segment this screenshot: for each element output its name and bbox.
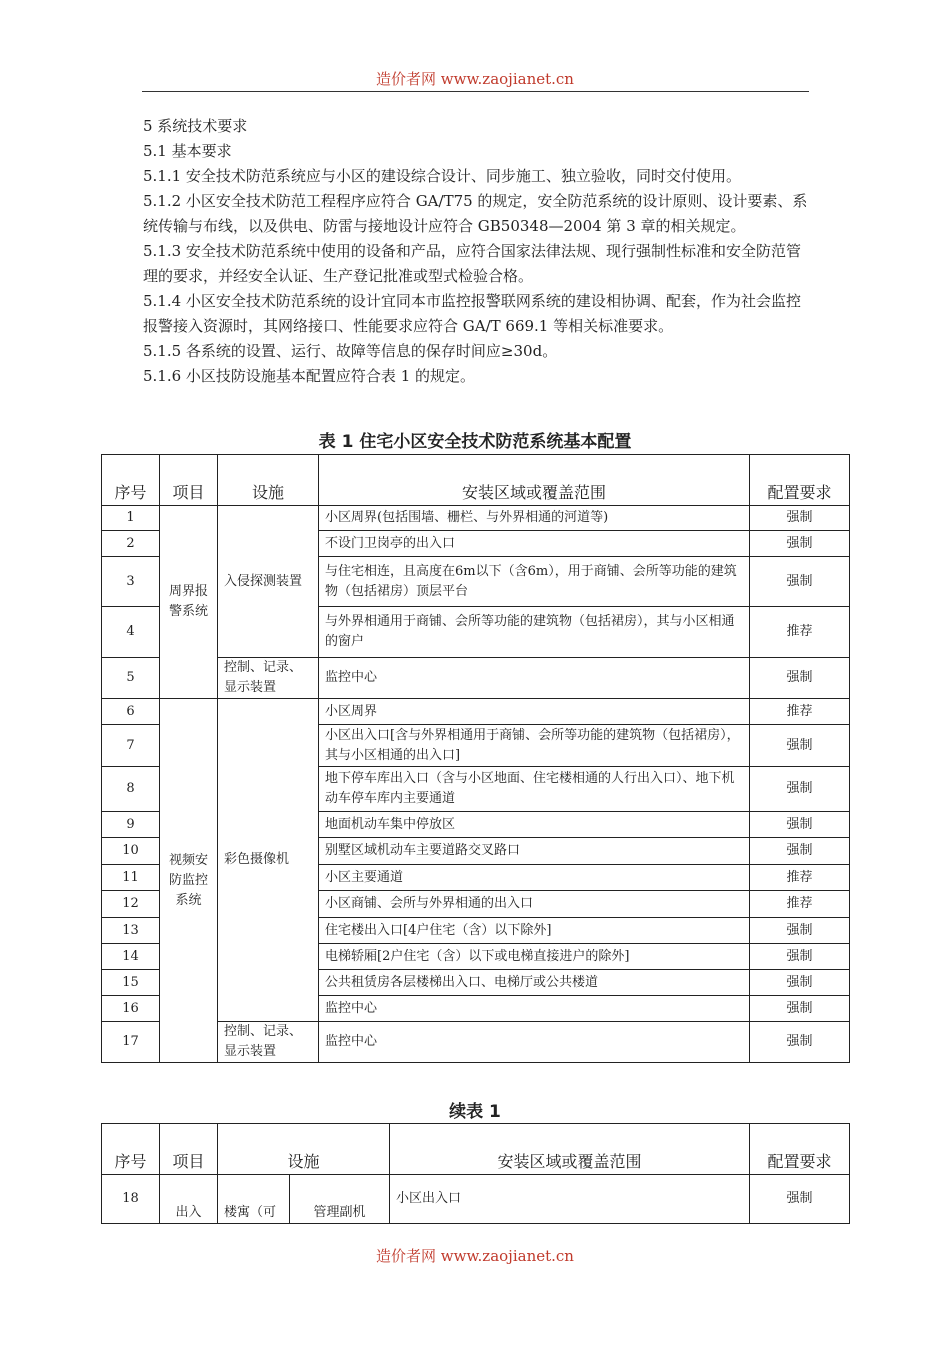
row-req: 强制 (750, 767, 850, 812)
clause-5-1-4: 5.1.4 小区安全技术防范系统的设计宜同本市监控报警联网系统的建设相协调、配套，作为社会监控报警接入资源时，其网络接口、性能要求应符合 GA/T 669.1 等相关标准要求。 (143, 292, 801, 335)
facility-building-intercom: 楼寓（可 (218, 1175, 290, 1224)
row-req: 强制 (750, 557, 850, 607)
table-row (102, 1175, 850, 1224)
facility-management-extension: 管理副机 (290, 1175, 390, 1224)
clause-5-1-3: 5.1.3 安全技术防范系统中使用的设备和产品，应符合国家法律法规、现行强制性标准和安全防范管理的要求，并经安全认证、生产登记批准或型式检验合格。 (143, 242, 801, 285)
row-no: 8 (102, 767, 160, 812)
row-req: 强制 (750, 1022, 850, 1063)
col-header-facility: 设施 (218, 455, 319, 506)
row-no: 1 (102, 506, 160, 531)
row-no: 17 (102, 1022, 160, 1063)
row-area: 电梯轿厢[2户住宅（含）以下或电梯直接进户的除外] (319, 944, 750, 970)
table1-caption: 表 1 住宅小区安全技术防范系统基本配置 (318, 432, 632, 452)
row-no: 7 (102, 725, 160, 767)
row-req: 强制 (750, 658, 850, 699)
row-req: 推荐 (750, 607, 850, 658)
header-rule (142, 91, 809, 92)
row-req: 强制 (750, 725, 850, 767)
row-area: 与外界相通用于商铺、会所等功能的建筑物（包括裙房），其与小区相通的窗户 (319, 607, 750, 658)
col-header-area: 安装区域或覆盖范围 (390, 1124, 750, 1175)
row-req: 强制 (750, 506, 850, 531)
row-area: 地下停车库出入口（含与小区地面、住宅楼相通的人行出入口）、地下机动车停车库内主要通道 (319, 767, 750, 812)
row-req: 强制 (750, 531, 850, 557)
clause-5-1-1: 5.1.1 安全技术防范系统应与小区的建设综合设计、同步施工、独立验收，同时交付使用。 (143, 167, 741, 185)
row-area: 住宅楼出入口[4户住宅（含）以下除外] (319, 918, 750, 944)
row-no: 15 (102, 970, 160, 996)
row-no: 4 (102, 607, 160, 658)
row-area: 与住宅相连，且高度在6m以下（含6m），用于商铺、会所等功能的建筑物（包括裙房）顶层平台 (319, 557, 750, 607)
col-header-item: 项目 (160, 455, 218, 506)
section-heading: 5 系统技术要求 (143, 117, 248, 135)
facility-control-record-display: 控制、记录、显示装置 (218, 658, 319, 699)
row-area: 小区周界 (319, 699, 750, 725)
group-cell-video-surveillance: 视频安防监控系统 (160, 699, 218, 1063)
row-area: 小区商铺、会所与外界相通的出入口 (319, 891, 750, 918)
row-req: 强制 (750, 996, 850, 1022)
table1 (101, 454, 850, 1063)
section-body (143, 114, 810, 389)
col-header-facility: 设施 (218, 1124, 390, 1175)
page-footer: 造价者网 www.zaojianet.cn (376, 1247, 574, 1265)
table-row (102, 506, 850, 531)
row-req: 强制 (750, 944, 850, 970)
clause-5-1-6: 5.1.6 小区技防设施基本配置应符合表 1 的规定。 (143, 367, 476, 385)
row-no: 16 (102, 996, 160, 1022)
row-item: 出入 (160, 1175, 218, 1224)
table2-caption: 续表 1 (449, 1102, 501, 1122)
row-req: 推荐 (750, 891, 850, 918)
row-no: 11 (102, 865, 160, 891)
clause-5-1-2: 5.1.2 小区安全技术防范工程程序应符合 GA/T75 的规定，安全防范系统的设计原则、设计要素、系统传输与布线，以及供电、防雷与接地设计应符合 GB50348—2004 第 3 章的相关规定。 (143, 192, 808, 235)
row-no: 18 (102, 1175, 160, 1224)
row-req: 强制 (750, 812, 850, 838)
row-area: 小区出入口[含与外界相通用于商铺、会所等功能的建筑物（包括裙房），其与小区相通的出入口] (319, 725, 750, 767)
row-area: 公共租赁房各层楼梯出入口、电梯厅或公共楼道 (319, 970, 750, 996)
row-no: 6 (102, 699, 160, 725)
row-no: 14 (102, 944, 160, 970)
table1-header-row (102, 455, 850, 506)
row-req: 推荐 (750, 865, 850, 891)
subsection-heading: 5.1 基本要求 (143, 142, 232, 160)
row-no: 2 (102, 531, 160, 557)
row-no: 12 (102, 891, 160, 918)
table2 (101, 1123, 850, 1224)
col-header-req: 配置要求 (750, 455, 850, 506)
page-header: 造价者网 www.zaojianet.cn (376, 70, 574, 88)
col-header-area: 安装区域或覆盖范围 (319, 455, 750, 506)
row-area: 别墅区域机动车主要道路交叉路口 (319, 838, 750, 865)
row-area: 监控中心 (319, 996, 750, 1022)
row-area: 监控中心 (319, 658, 750, 699)
row-req: 强制 (750, 838, 850, 865)
row-req: 强制 (750, 970, 850, 996)
facility-intrusion-detection: 入侵探测装置 (218, 506, 319, 658)
row-area: 小区出入口 (390, 1175, 750, 1224)
group-cell-perimeter-alarm: 周界报警系统 (160, 506, 218, 699)
col-header-no: 序号 (102, 455, 160, 506)
row-no: 9 (102, 812, 160, 838)
row-no: 10 (102, 838, 160, 865)
row-req: 推荐 (750, 699, 850, 725)
col-header-req: 配置要求 (750, 1124, 850, 1175)
row-area: 监控中心 (319, 1022, 750, 1063)
table-row (102, 699, 850, 725)
row-req: 强制 (750, 918, 850, 944)
col-header-item: 项目 (160, 1124, 218, 1175)
col-header-no: 序号 (102, 1124, 160, 1175)
row-no: 3 (102, 557, 160, 607)
row-area: 小区周界(包括围墙、栅栏、与外界相通的河道等) (319, 506, 750, 531)
table2-header-row (102, 1124, 850, 1175)
row-area: 小区主要通道 (319, 865, 750, 891)
facility-control-record-display-2: 控制、记录、显示装置 (218, 1022, 319, 1063)
row-area: 不设门卫岗亭的出入口 (319, 531, 750, 557)
clause-5-1-5: 5.1.5 各系统的设置、运行、故障等信息的保存时间应≥30d。 (143, 342, 558, 360)
row-no: 5 (102, 658, 160, 699)
row-area: 地面机动车集中停放区 (319, 812, 750, 838)
row-no: 13 (102, 918, 160, 944)
row-req: 强制 (750, 1175, 850, 1224)
facility-color-camera: 彩色摄像机 (218, 699, 319, 1022)
